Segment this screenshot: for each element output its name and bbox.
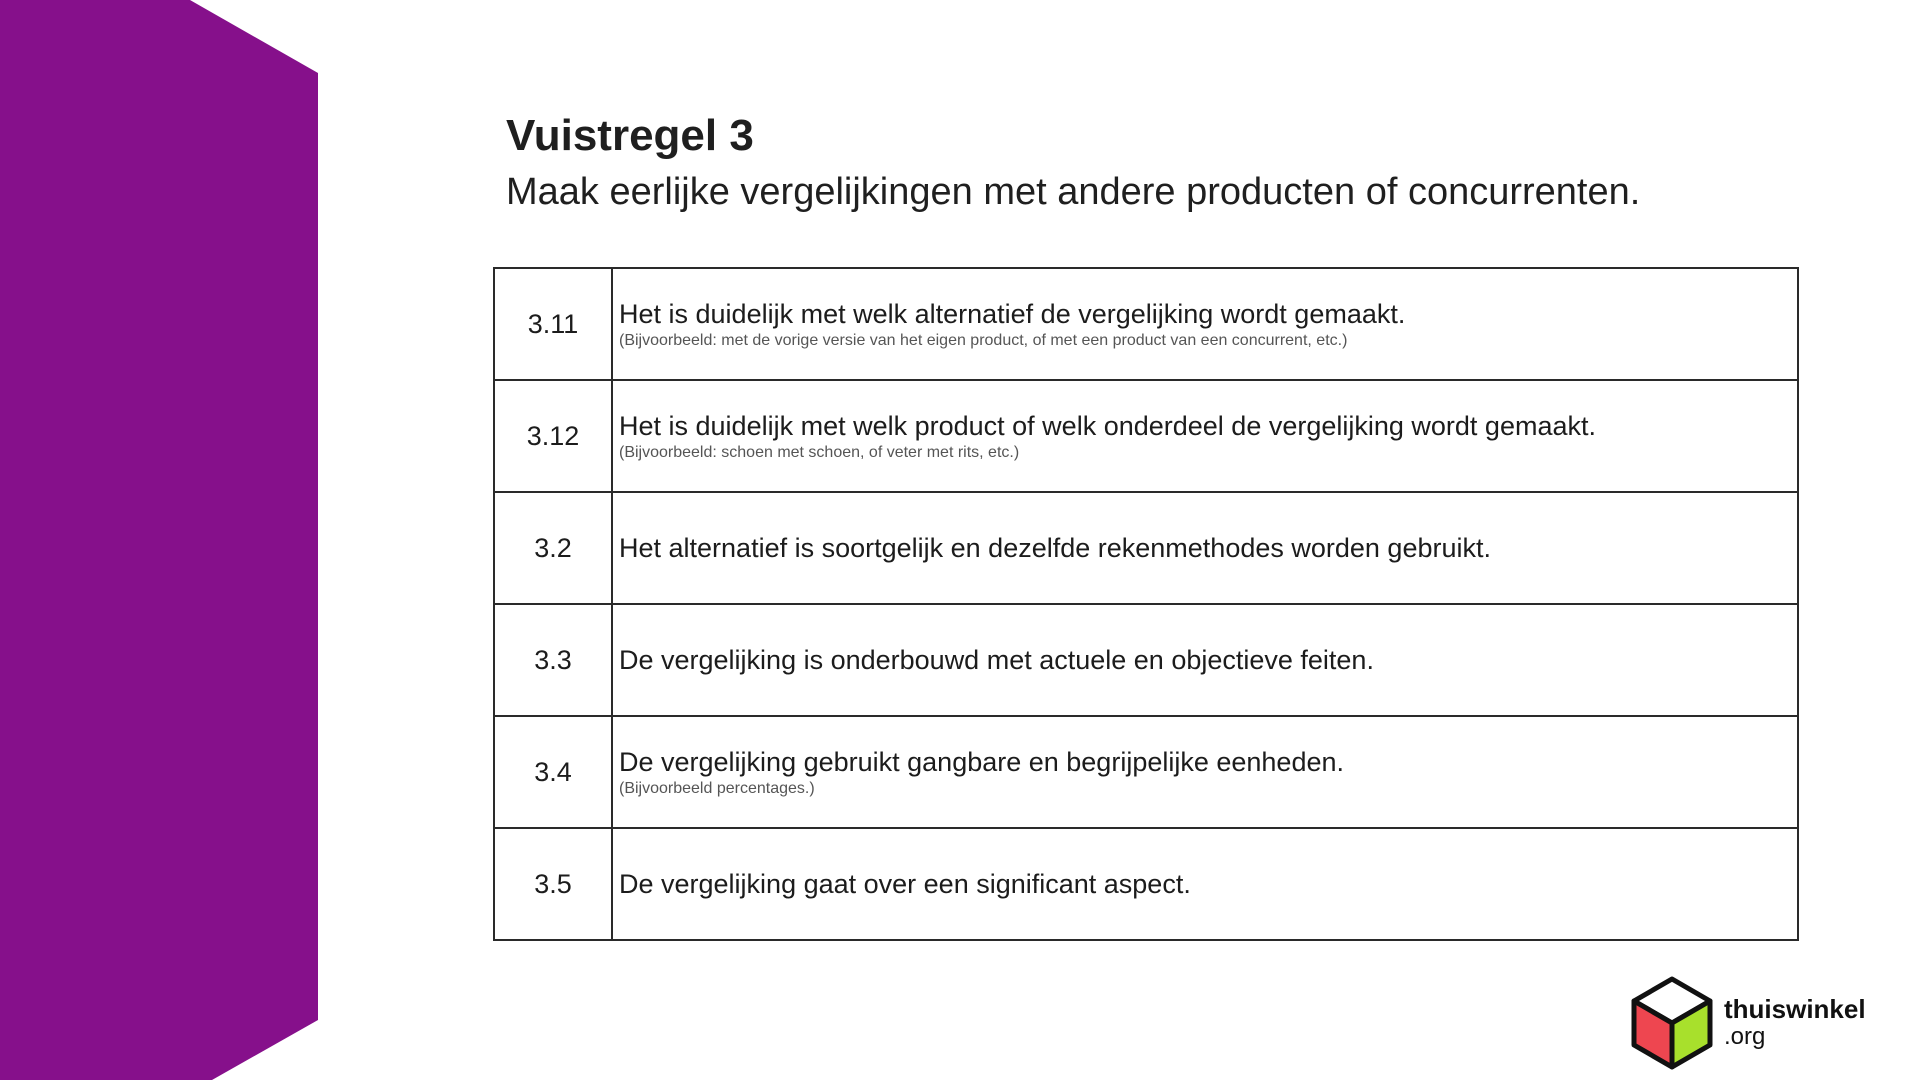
rule-note: (Bijvoorbeeld: met de vorige versie van het eigen product, of met een product van een concurrent, etc.)	[619, 332, 1348, 349]
rule-number: 3.12	[494, 380, 612, 492]
thuiswinkel-logo	[1630, 975, 1910, 1071]
rule-note: (Bijvoorbeeld: schoen met schoen, of veter met rits, etc.)	[619, 444, 1020, 461]
rule-statement: De vergelijking is onderbouwd met actuele en objectieve feiten.	[619, 645, 1374, 675]
rule-statement: Het is duidelijk met welk product of welk onderdeel de vergelijking wordt gemaakt.	[619, 411, 1596, 441]
rule-statement: De vergelijking gaat over een significant aspect.	[619, 869, 1191, 899]
table-row	[494, 268, 1798, 380]
purple-side-band	[0, 0, 320, 1080]
rule-statement: De vergelijking gebruikt gangbare en begrijpelijke eenheden.	[619, 747, 1344, 777]
rule-statement: Het alternatief is soortgelijk en dezelfde rekenmethodes worden gebruikt.	[619, 533, 1491, 563]
table-row	[494, 716, 1798, 828]
rule-text-cell	[612, 716, 1798, 828]
table-row	[494, 828, 1798, 940]
rule-note: (Bijvoorbeeld percentages.)	[619, 780, 815, 797]
rule-text-cell	[612, 380, 1798, 492]
rule-text-cell	[612, 828, 1798, 940]
rule-number: 3.5	[494, 828, 612, 940]
logo-wordmark: thuiswinkel	[1724, 994, 1866, 1024]
table-row	[494, 604, 1798, 716]
cube-icon	[1630, 975, 1714, 1071]
rule-number: 3.4	[494, 716, 612, 828]
slide-title: Vuistregel 3	[506, 111, 754, 160]
table-row	[494, 492, 1798, 604]
rules-table	[493, 267, 1799, 941]
rule-text-cell	[612, 492, 1798, 604]
slide-subtitle: Maak eerlijke vergelijkingen met andere producten of concurrenten.	[506, 171, 1641, 213]
rule-number: 3.11	[494, 268, 612, 380]
rule-text-cell	[612, 268, 1798, 380]
rule-number: 3.2	[494, 492, 612, 604]
slide-heading	[506, 108, 1806, 218]
rule-text-cell	[612, 604, 1798, 716]
table-row	[494, 380, 1798, 492]
rule-statement: Het is duidelijk met welk alternatief de vergelijking wordt gemaakt.	[619, 299, 1406, 329]
rule-number: 3.3	[494, 604, 612, 716]
logo-domain-suffix: .org	[1724, 1023, 1766, 1050]
